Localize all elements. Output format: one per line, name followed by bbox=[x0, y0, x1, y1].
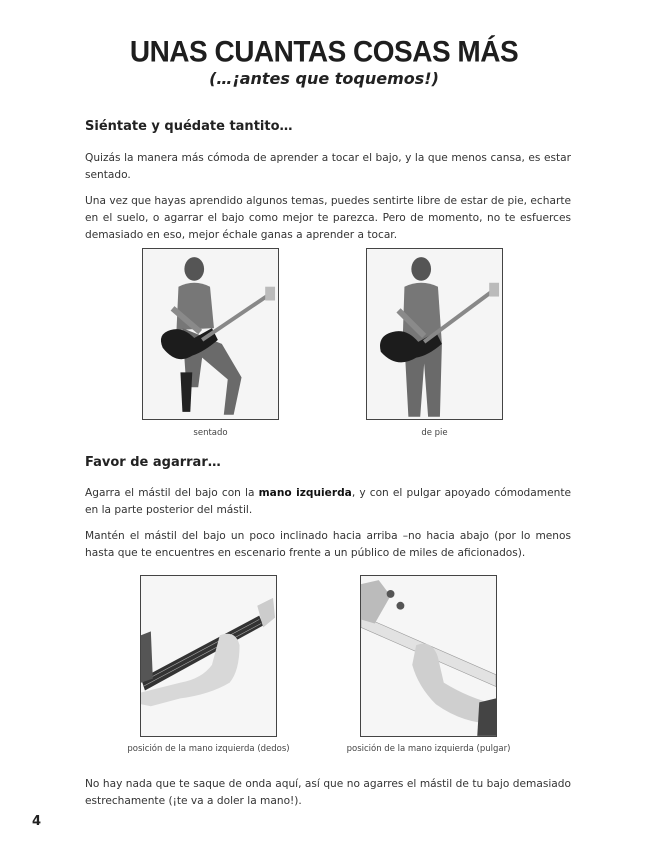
paragraph-sitting-1: Quizás la manera más cómoda de aprender a tocar el bajo, y la que menos cansa, es estar sentado. bbox=[85, 152, 571, 181]
page-title: UNAS CUANTAS COSAS MÁS bbox=[129, 35, 519, 68]
photo-seated bbox=[142, 248, 279, 420]
paragraph-grip-1: Agarra el mástil del bajo con la mano izquierda, y con el pulgar apoyado cómodamente en la parte posterior del mástil. bbox=[85, 487, 571, 516]
photo-left-hand-fingers bbox=[140, 575, 277, 737]
section-heading-sitting: Siéntate y quédate tantito… bbox=[85, 119, 293, 134]
caption-standing: de pie bbox=[421, 428, 448, 438]
bold-left-hand: mano izquierda bbox=[258, 487, 352, 499]
paragraph-sitting-2: Una vez que hayas aprendido algunos temas, puedes sentirte libre de estar de pie, echarte en el suelo, o agarrar el bajo como mejor te parezca. Pero de momento, no te esfuerces demasiado en eso, mejor échale ganas a aprender a tocar. bbox=[85, 195, 571, 241]
caption-seated: sentado bbox=[193, 428, 228, 438]
paragraph-closing: No hay nada que te saque de onda aquí, así que no agarres el mástil de tu bajo demasiado estrechamente (¡te va a doler la mano!). bbox=[85, 778, 571, 807]
page-subtitle: (…¡antes que toquemos!) bbox=[209, 69, 439, 88]
seated-bassist-illustration bbox=[143, 249, 278, 419]
paragraph-grip-2: Mantén el mástil del bajo un poco inclinado hacia arriba –no hacia abajo (por lo menos hasta que te encuentres en escenario frente a un público de miles de aficionados). bbox=[85, 530, 571, 559]
standing-bassist-illustration bbox=[367, 249, 502, 419]
photo-standing bbox=[366, 248, 503, 420]
fretboard-fingers-illustration bbox=[141, 576, 276, 736]
section-heading-grip: Favor de agarrar… bbox=[85, 455, 221, 470]
photo-left-hand-thumb bbox=[360, 575, 497, 737]
neck-thumb-illustration bbox=[361, 576, 496, 736]
page-number: 4 bbox=[32, 814, 42, 829]
caption-fingers: posición de la mano izquierda (dedos) bbox=[127, 744, 290, 754]
caption-thumb: posición de la mano izquierda (pulgar) bbox=[346, 744, 511, 754]
